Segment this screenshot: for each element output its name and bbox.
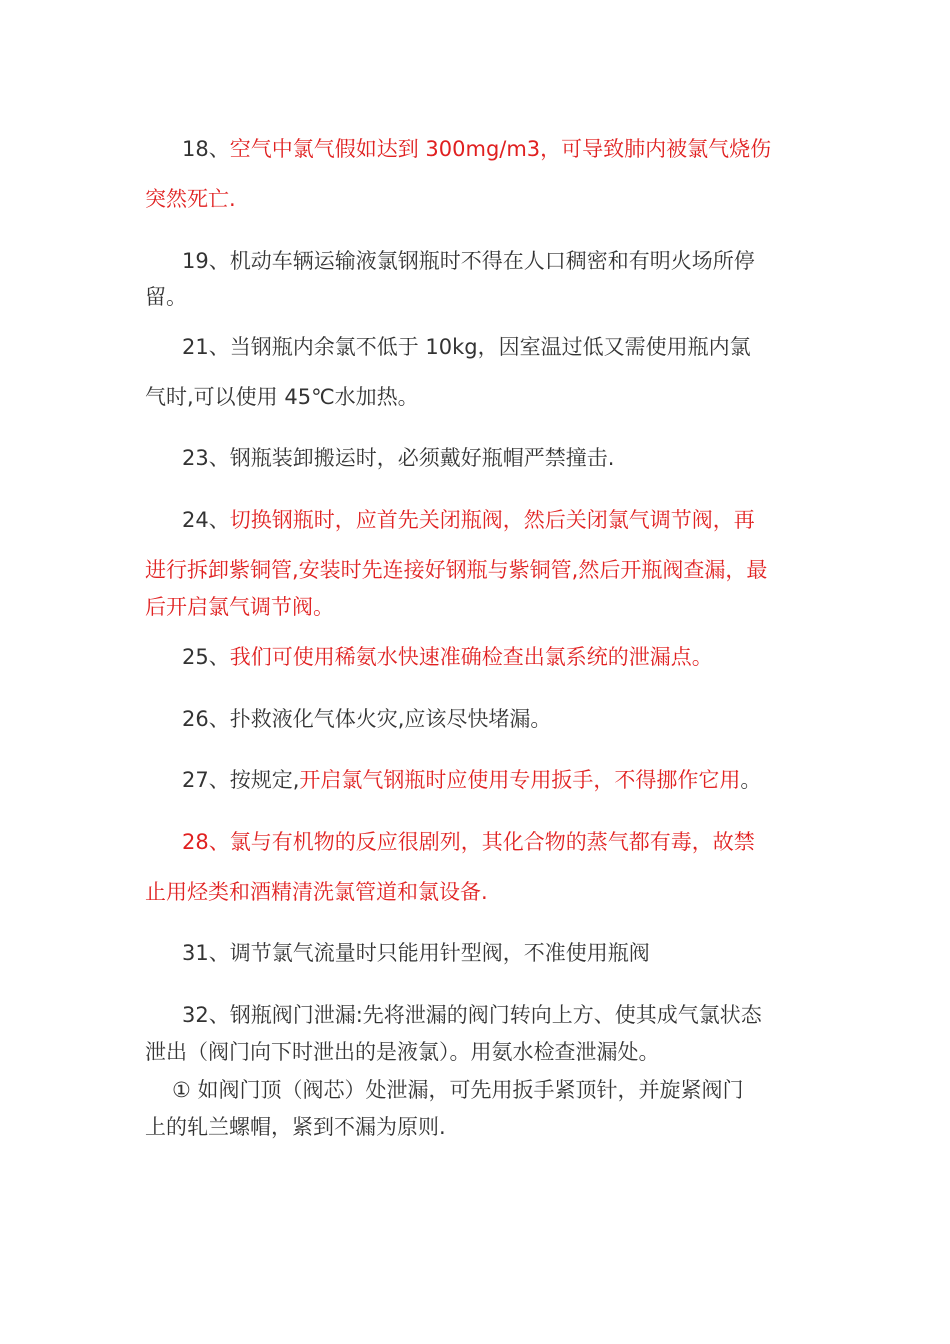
item-text: 切换钢瓶时，应首先关闭瓶阀，然后关闭氯气调节阀，再 bbox=[229, 508, 755, 532]
item-text-highlight: 开启氯气钢瓶时应使用专用扳手，不得挪作它用 bbox=[299, 768, 741, 792]
item-text-suffix: 。 bbox=[740, 768, 762, 792]
item-number: 27、 bbox=[182, 768, 230, 792]
item-26-line-1 bbox=[182, 707, 551, 731]
item-21-line-2: 气时,可以使用 45℃水加热。 bbox=[145, 385, 419, 409]
item-19-line-1 bbox=[182, 249, 755, 273]
item-number: 23、 bbox=[182, 446, 230, 470]
item-24-line-3: 后开启氯气调节阀。 bbox=[145, 595, 334, 619]
item-31-line-1 bbox=[182, 941, 650, 965]
item-number: 28、 bbox=[182, 830, 230, 854]
item-32-line-2: 泄出（阀门向下时泄出的是液氯）。用氨水检查泄漏处。 bbox=[145, 1040, 660, 1064]
item-text: 扑救液化气体火灾,应该尽快堵漏。 bbox=[229, 707, 552, 731]
item-number: 18、 bbox=[182, 137, 230, 161]
item-number: 21、 bbox=[182, 335, 230, 359]
item-32-line-4: 上的轧兰螺帽，紧到不漏为原则. bbox=[145, 1115, 446, 1139]
item-text: 调节氯气流量时只能用针型阀，不准使用瓶阀 bbox=[229, 941, 650, 965]
item-text: 机动车辆运输液氯钢瓶时不得在人口稠密和有明火场所停 bbox=[229, 249, 755, 273]
item-text: 我们可使用稀氨水快速准确检查出氯系统的泄漏点。 bbox=[229, 645, 713, 669]
item-number: 31、 bbox=[182, 941, 230, 965]
item-text: 钢瓶装卸搬运时，必须戴好瓶帽严禁撞击. bbox=[229, 446, 615, 470]
item-text-prefix: 按规定, bbox=[229, 768, 300, 792]
item-number: 19、 bbox=[182, 249, 230, 273]
item-24-line-1 bbox=[182, 508, 755, 532]
item-text: 氯与有机物的反应很剧列，其化合物的蒸气都有毒，故禁 bbox=[229, 830, 755, 854]
item-number: 25、 bbox=[182, 645, 230, 669]
item-text: 空气中氯气假如达到 300mg/m3，可导致肺内被氯气烧伤 bbox=[229, 137, 772, 161]
item-text: 当钢瓶内余氯不低于 10kg，因室温过低又需使用瓶内氯 bbox=[229, 335, 751, 359]
item-28-line-1 bbox=[182, 830, 755, 854]
item-25-line-1 bbox=[182, 645, 713, 669]
item-23-line-1 bbox=[182, 446, 614, 470]
item-27-line-1 bbox=[182, 768, 761, 792]
item-24-line-2: 进行拆卸紫铜管,安装时先连接好钢瓶与紫铜管,然后开瓶阀查漏，最 bbox=[145, 558, 768, 582]
item-18-line-2: 突然死亡. bbox=[145, 187, 236, 211]
item-number: 32、 bbox=[182, 1003, 230, 1027]
item-19-line-2: 留。 bbox=[145, 285, 187, 309]
item-18-line-1 bbox=[182, 137, 771, 161]
item-32-line-3: ① 如阀门顶（阀芯）处泄漏，可先用扳手紧顶针，并旋紧阀门 bbox=[172, 1078, 744, 1102]
item-28-line-2: 止用烃类和酒精清洗氯管道和氯设备. bbox=[145, 880, 488, 904]
item-32-line-1 bbox=[182, 1003, 762, 1027]
item-number: 24、 bbox=[182, 508, 230, 532]
item-text: 钢瓶阀门泄漏:先将泄漏的阀门转向上方、使其成气氯状态 bbox=[229, 1003, 762, 1027]
item-21-line-1 bbox=[182, 335, 751, 359]
item-number: 26、 bbox=[182, 707, 230, 731]
